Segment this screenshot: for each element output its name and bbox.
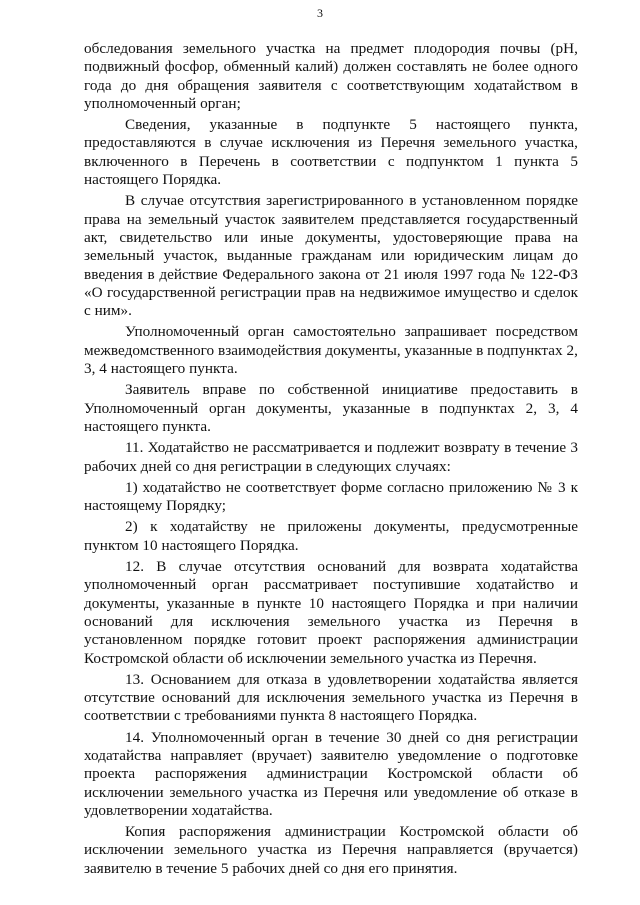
paragraph-clause-14: 14. Уполномоченный орган в течение 30 дней со дня регистрации ходатайства направляет (вручает) заявителю уведомление о подготовке проекта распоряжения администрации Костромской области об исключении земельного участка из Перечня или уведомление об отказе в удовлетворении ходатайства. (84, 728, 578, 819)
document-body (84, 40, 578, 881)
page-number: 3 (317, 6, 323, 20)
paragraph-applicant-initiative: Заявитель вправе по собственной инициативе предоставить в Уполномоченный орган документы, указанные в подпунктах 2, 3, 4 настоящего пункта. (84, 381, 578, 435)
paragraph-interagency-request: Уполномоченный орган самостоятельно запрашивает посредством межведомственного взаимодействия документы, указанные в подпунктах 2, 3, 4 настоящего пункта. (84, 323, 578, 378)
paragraph-clause-11: 11. Ходатайство не рассматривается и подлежит возврату в течение 3 рабочих дней со дня регистрации в следующих случаях: (84, 439, 578, 475)
paragraph-copy-of-order: Копия распоряжения администрации Костромской области об исключении земельного участка из Перечня направляется (вручается) заявителю в течение 5 рабочих дней со дня его принятия. (84, 823, 578, 877)
paragraph-absent-registration: В случае отсутствия зарегистрированного в установленном порядке права на земельный участок заявителем представляется государственный акт, свидетельство или иные документы, удостоверяющие права на земельный участок, выданные гражданам или юридическим лицам до введения в действие Федерального закона от 21 июля 1997 года № 122-ФЗ «О государственной регистрации прав на недвижимое имущество и сделок с ним». (84, 192, 578, 320)
paragraph-soil-survey-continuation: обследования земельного участка на предмет плодородия почвы (pH, подвижный фосфор, обменный калий) должен составлять не более одного года до дня обращения заявителя с соответствующим ходатайством в уполномоченный орган; (84, 40, 578, 112)
paragraph-clause-12: 12. В случае отсутствия оснований для возврата ходатайства уполномоченный орган рассматривает поступившие ходатайство и документы, указанные в пункте 10 настоящего Порядка и при наличии оснований для исключения земельного участка из Перечня в установленном порядке готовит проект распоряжения администрации Костромской области об исключении земельного участка из Перечня. (84, 558, 578, 667)
paragraph-clause-11-item-1: 1) ходатайство не соответствует форме согласно приложению № 3 к настоящему Порядку; (84, 478, 578, 515)
paragraph-clause-11-item-2: 2) к ходатайству не приложены документы, предусмотренные пунктом 10 настоящего Порядка. (84, 518, 578, 554)
paragraph-clause-13: 13. Основанием для отказа в удовлетворении ходатайства является отсутствие оснований для исключения земельного участка из Перечня в соответствии с требованиями пункта 8 настоящего Порядка. (84, 670, 578, 725)
paragraph-subpoint-5-info: Сведения, указанные в подпункте 5 настоящего пункта, предоставляются в случае исключения из Перечня земельного участка, включенного в Перечень в соответствии с подпунктом 1 пункта 5 настоящего Порядка. (84, 116, 578, 189)
